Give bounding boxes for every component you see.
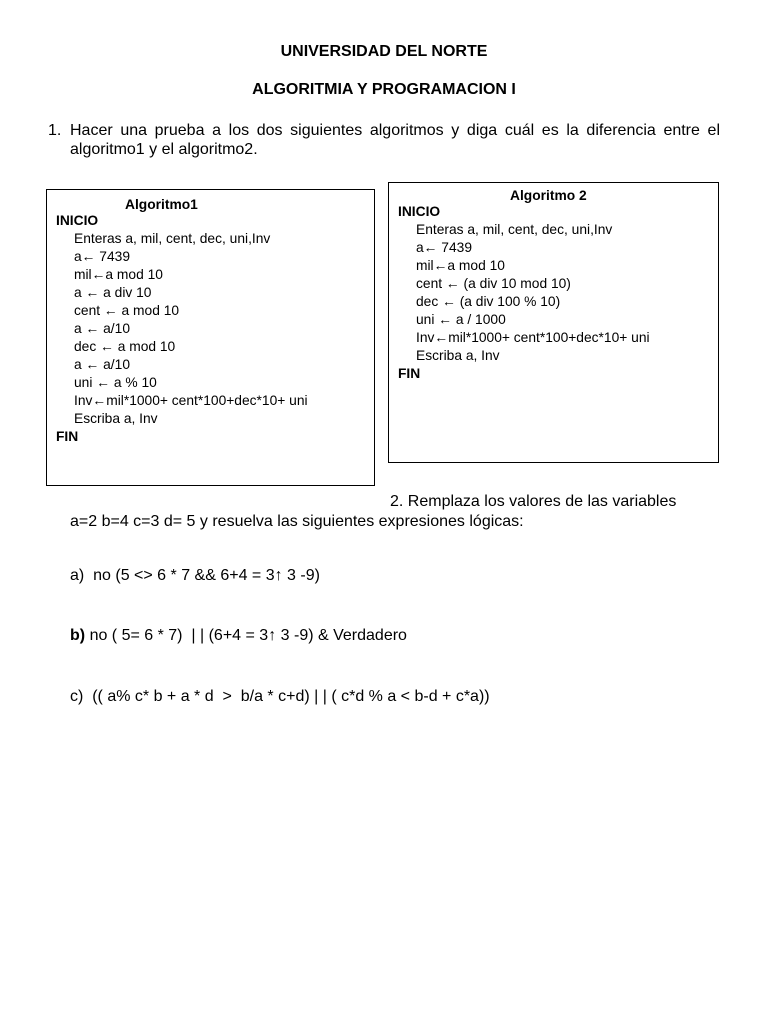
algorithm-1-line: Inv←mil*1000+ cent*100+dec*10+ uni xyxy=(74,393,308,408)
algorithm-1-line: Enteras a, mil, cent, dec, uni,Inv xyxy=(74,231,271,246)
expression-text: (( a% c* b + a * d > b/a * c+d) | | ( c*d % a < b-d + c*a)) xyxy=(92,688,490,705)
algorithm-1-line: cent ← a mod 10 xyxy=(74,303,180,318)
expression-a xyxy=(70,567,320,585)
question-2-text: Remplaza los valores de las variables xyxy=(407,493,677,510)
algorithm-2-box xyxy=(388,182,719,463)
algorithm-1-line: uni ← a % 10 xyxy=(74,375,157,390)
algorithm-1-title: Algoritmo1 xyxy=(125,197,198,212)
question-2-line-1 xyxy=(390,492,676,512)
expression-label: a) xyxy=(70,567,85,584)
university-title: UNIVERSIDAD DEL NORTE xyxy=(280,43,488,60)
algorithm-1-line: mil←a mod 10 xyxy=(74,267,163,282)
algorithm-1-line: a← 7439 xyxy=(74,249,130,264)
algorithm-2-line: dec ← (a div 100 % 10) xyxy=(416,294,561,309)
algorithm-1-line: a ← a/10 xyxy=(74,357,130,372)
algorithm-1-end: FIN xyxy=(56,429,79,444)
expression-c xyxy=(70,688,490,706)
question-1 xyxy=(48,121,720,159)
algorithm-1-line: dec ← a mod 10 xyxy=(74,339,176,354)
question-1-text: Hacer una prueba a los dos siguientes algoritmos y diga cuál es la diferencia entre el algoritmo1 y el algoritmo2. xyxy=(70,122,720,158)
course-title: ALGORITMIA Y PROGRAMACION I xyxy=(252,81,516,98)
algorithm-2-line: a← 7439 xyxy=(416,240,472,255)
expression-b xyxy=(70,627,407,645)
expression-text: no ( 5= 6 * 7) | | (6+4 = 3↑ 3 -9) & Verdadero xyxy=(89,627,407,644)
algorithm-2-line: Escriba a, Inv xyxy=(416,348,500,363)
algorithm-2-end: FIN xyxy=(398,366,421,381)
expression-text: no (5 <> 6 * 7 && 6+4 = 3↑ 3 -9) xyxy=(93,567,320,584)
question-2-line-2: a=2 b=4 c=3 d= 5 y resuelva las siguientes expresiones lógicas: xyxy=(70,513,524,530)
expression-label: b) xyxy=(70,627,86,644)
algorithm-2-line: Inv←mil*1000+ cent*100+dec*10+ uni xyxy=(416,330,650,345)
algorithm-1-box xyxy=(46,189,375,486)
algorithm-2-title: Algoritmo 2 xyxy=(510,188,587,203)
question-1-number: 1. xyxy=(48,122,62,139)
algorithm-1-line: a ← a div 10 xyxy=(74,285,152,300)
algorithm-2-start: INICIO xyxy=(398,204,441,219)
algorithm-2-line: Enteras a, mil, cent, dec, uni,Inv xyxy=(416,222,613,237)
algorithm-1-line: Escriba a, Inv xyxy=(74,411,158,426)
expression-label: c) xyxy=(70,688,84,705)
algorithm-2-line: mil←a mod 10 xyxy=(416,258,505,273)
algorithm-2-line: uni ← a / 1000 xyxy=(416,312,506,327)
question-2-number: 2. xyxy=(390,493,404,510)
algorithm-2-line: cent ← (a div 10 mod 10) xyxy=(416,276,571,291)
algorithm-1-start: INICIO xyxy=(56,213,99,228)
algorithm-1-line: a ← a/10 xyxy=(74,321,130,336)
